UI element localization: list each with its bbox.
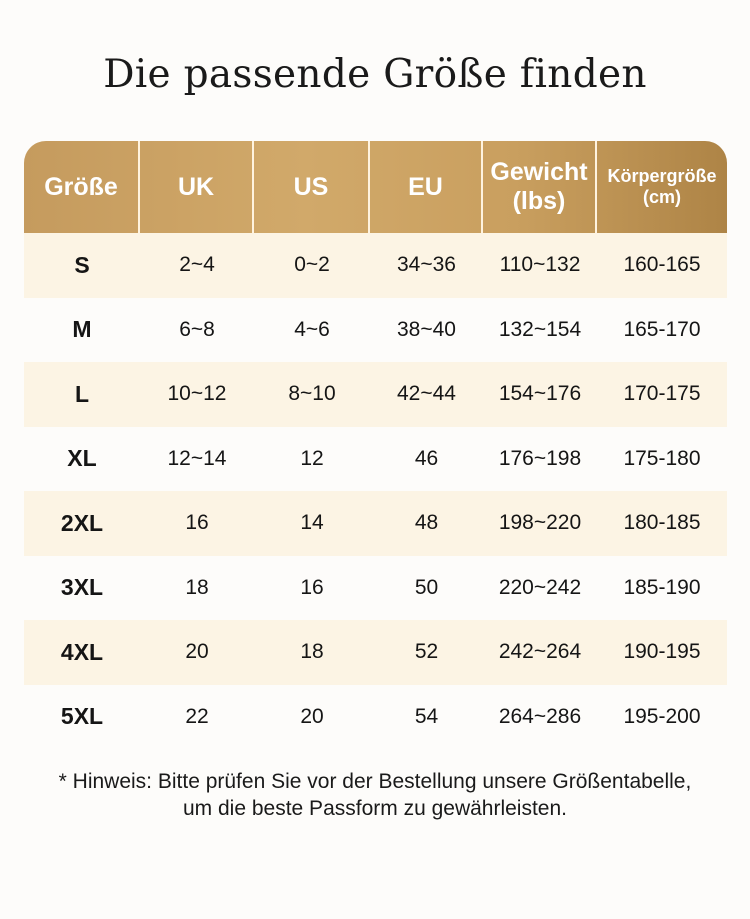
cell-eu: 52 xyxy=(414,640,439,664)
header-eu xyxy=(370,141,483,233)
cell-eu: 38~40 xyxy=(397,317,456,341)
cell-eu: 50 xyxy=(414,575,439,599)
cell-size: XL xyxy=(67,445,97,472)
cell-weight: 110~132 xyxy=(499,253,581,277)
table-header xyxy=(24,141,727,233)
cell-weight: 198~220 xyxy=(498,511,582,535)
cell-eu: 42~44 xyxy=(397,382,456,406)
header-us xyxy=(254,141,370,233)
header-weight xyxy=(483,141,597,233)
cell-weight: 132~154 xyxy=(498,317,582,341)
cell-weight: 176~198 xyxy=(498,446,582,470)
table-row xyxy=(24,556,727,621)
cell-uk: 6~8 xyxy=(179,317,215,341)
cell-us: 16 xyxy=(300,575,324,599)
cell-us: 8~10 xyxy=(288,382,336,406)
header-us-label: US xyxy=(293,172,329,201)
cell-uk: 12~14 xyxy=(167,446,227,470)
cell-size: 2XL xyxy=(60,509,104,536)
table-row xyxy=(24,427,727,492)
cell-us: 4~6 xyxy=(294,317,330,341)
cell-eu: 34~36 xyxy=(397,253,456,277)
cell-height: 190-195 xyxy=(623,640,701,664)
header-height xyxy=(597,141,727,233)
table-row xyxy=(24,233,727,298)
header-size-label: Größe xyxy=(44,172,118,201)
cell-uk: 22 xyxy=(185,704,209,728)
cell-height: 175-180 xyxy=(623,446,701,470)
header-height-label: Körpergröße xyxy=(607,166,717,187)
cell-size: L xyxy=(74,380,90,407)
cell-us: 20 xyxy=(300,704,324,728)
cell-weight: 154~176 xyxy=(498,382,582,406)
cell-height: 185-190 xyxy=(623,575,701,599)
table-row xyxy=(24,620,727,685)
cell-height: 170-175 xyxy=(623,382,701,406)
cell-uk: 2~4 xyxy=(179,253,215,277)
header-weight-label: Gewicht xyxy=(490,158,588,187)
cell-size: 5XL xyxy=(60,703,104,730)
cell-us: 0~2 xyxy=(294,253,330,277)
cell-weight: 264~286 xyxy=(498,704,582,728)
note-line-2: um die beste Passform zu gewährleisten. xyxy=(182,797,568,820)
cell-us: 18 xyxy=(300,640,324,664)
cell-height: 165-170 xyxy=(623,317,701,341)
cell-eu: 46 xyxy=(414,446,439,470)
table-row xyxy=(24,298,727,363)
cell-us: 14 xyxy=(300,511,324,535)
cell-size: M xyxy=(72,316,92,343)
cell-uk: 16 xyxy=(185,511,209,535)
table-row xyxy=(24,491,727,556)
cell-size: S xyxy=(74,251,90,278)
header-uk xyxy=(140,141,254,233)
header-height-unit: (cm) xyxy=(642,187,681,207)
cell-height: 180-185 xyxy=(623,511,701,535)
header-uk-label: UK xyxy=(177,172,215,201)
note-line-1: * Hinweis: Bitte prüfen Sie vor der Bestellung unsere Größentabelle, xyxy=(58,770,692,793)
cell-weight: 220~242 xyxy=(498,575,582,599)
size-note xyxy=(0,768,750,822)
cell-size: 4XL xyxy=(60,638,104,665)
header-weight-unit: (lbs) xyxy=(512,187,566,215)
table-row xyxy=(24,362,727,427)
cell-weight: 242~264 xyxy=(498,640,582,664)
cell-size: 3XL xyxy=(60,574,104,601)
cell-uk: 18 xyxy=(185,575,209,599)
cell-uk: 20 xyxy=(185,640,209,664)
cell-height: 195-200 xyxy=(623,704,701,728)
cell-eu: 48 xyxy=(414,511,439,535)
size-chart-table xyxy=(24,141,727,749)
cell-us: 12 xyxy=(300,446,324,470)
cell-uk: 10~12 xyxy=(167,382,227,406)
cell-eu: 54 xyxy=(414,704,439,728)
table-row xyxy=(24,685,727,750)
header-size xyxy=(24,141,140,233)
header-eu-label: EU xyxy=(408,172,443,201)
cell-height: 160-165 xyxy=(623,253,701,277)
page-title: Die passende Größe finden xyxy=(103,52,647,97)
